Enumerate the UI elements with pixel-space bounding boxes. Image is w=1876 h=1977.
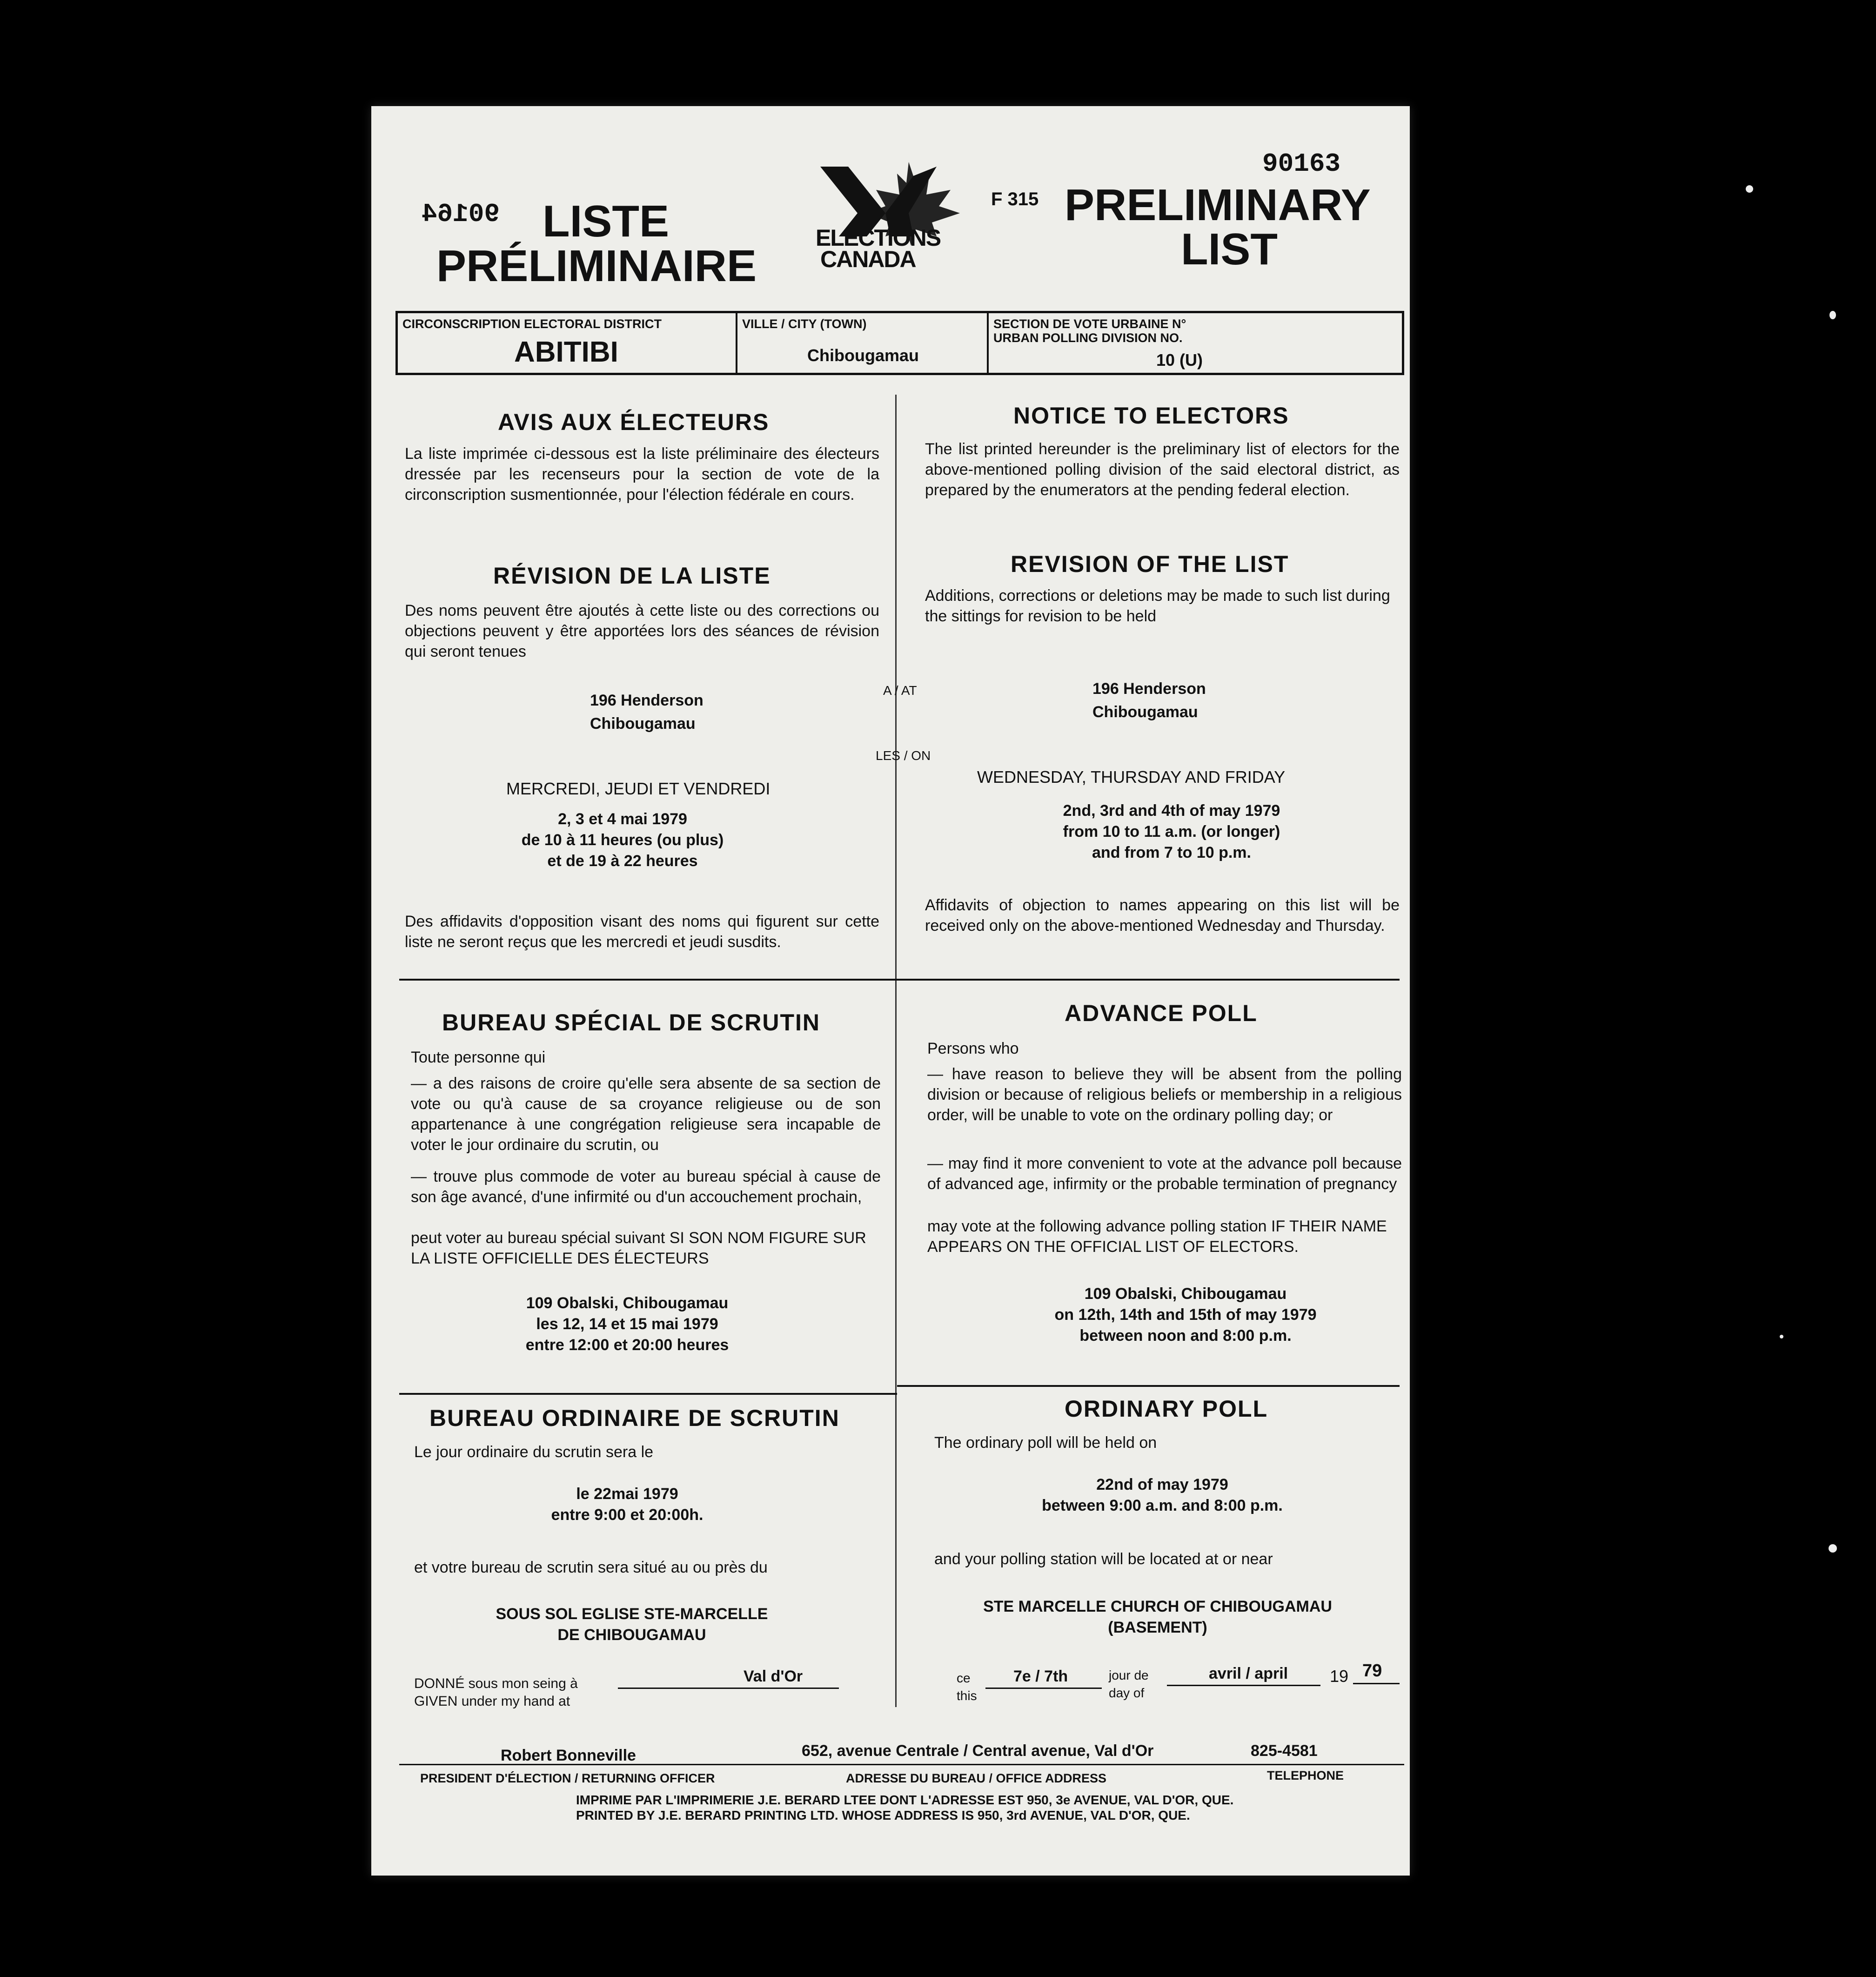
- ordinary-hours-fr: entre 9:00 et 20:00h.: [551, 1506, 704, 1524]
- mirrored-serial-number: 90164: [422, 199, 500, 229]
- notice-title-fr: AVIS AUX ÉLECTEURS: [498, 409, 770, 435]
- revision-address-en-line2: Chibougamau: [1092, 703, 1198, 721]
- revision-hours-fr-2: et de 19 à 22 heures: [547, 852, 698, 870]
- month-line: [1167, 1685, 1320, 1686]
- ordinary-title-en: ORDINARY POLL: [1065, 1396, 1268, 1422]
- place-line: [618, 1688, 839, 1689]
- district-header-box: [395, 311, 1404, 375]
- ordinary-hours-en: between 9:00 a.m. and 8:00 p.m.: [1042, 1497, 1283, 1514]
- ordinary-location-intro-fr: et votre bureau de scrutin sera situé au ou près du: [414, 1559, 768, 1576]
- advance-hours-en: between noon and 8:00 p.m.: [1079, 1327, 1292, 1345]
- affidavit-text-fr: Des affidavits d'opposition visant des noms qui figurent sur cette liste ne seront reçus que les mercredi et jeudi susdits.: [405, 913, 879, 951]
- jour-de-label: jour de: [1109, 1668, 1149, 1682]
- revision-title-en: REVISION OF THE LIST: [1011, 551, 1289, 577]
- a-at-label: A / AT: [883, 683, 917, 698]
- revision-text-en: Additions, corrections or deletions may be made to such list during the sittings for revision to be held: [925, 587, 1390, 625]
- advance-intro-fr: Toute personne qui: [411, 1049, 546, 1066]
- revision-hours-en-2: and from 7 to 10 p.m.: [1092, 844, 1251, 861]
- division-value: 10 (U): [1156, 350, 1203, 370]
- revision-days-en: WEDNESDAY, THURSDAY AND FRIDAY: [977, 767, 1286, 787]
- revision-dates-fr: 2, 3 et 4 mai 1979: [558, 810, 687, 828]
- day-of-label: day of: [1109, 1686, 1145, 1700]
- notice-title-en: NOTICE TO ELECTORS: [1013, 403, 1289, 429]
- elections-canada-logo: [816, 157, 965, 272]
- office-address-label: ADRESSE DU BUREAU / OFFICE ADDRESS: [846, 1771, 1107, 1785]
- officer-name: Robert Bonneville: [501, 1747, 636, 1764]
- division-cell: [989, 313, 1404, 373]
- logo-text-elections: ELECTIONS: [816, 225, 941, 251]
- advance-closing-en: may vote at the following advance polling station IF THEIR NAME APPEARS ON THE OFFICIAL LIST OF ELECTORS.: [927, 1217, 1387, 1256]
- advance-item2-en: — may find it more convenient to vote at the advance poll because of advanced age, infirmity or the probable termination of pregnancy: [927, 1155, 1402, 1193]
- city-label: VILLE / CITY (TOWN): [742, 317, 867, 331]
- speck: [1829, 311, 1836, 319]
- day-line: [985, 1688, 1102, 1689]
- revision-hours-en-1: from 10 to 11 a.m. (or longer): [1063, 823, 1280, 841]
- advance-address-fr: 109 Obalski, Chibougamau: [526, 1294, 729, 1312]
- advance-item1-fr: — a des raisons de croire qu'elle sera absente de sa section de vote ou qu'à cause de sa croyance religieuse ou de son appartenance à une congrégation religieuse sera incapable de voter le jour ordinaire du scrutin, ou: [411, 1075, 881, 1154]
- election-notice-document: [371, 106, 1410, 1876]
- speck: [1780, 1335, 1783, 1338]
- year-suffix: 79: [1362, 1661, 1382, 1681]
- title-fr-line2: PRÉLIMINAIRE: [436, 241, 757, 291]
- column-divider: [895, 395, 897, 1707]
- advance-intro-en: Persons who: [927, 1040, 1019, 1057]
- section-divider-1: [399, 979, 1400, 981]
- city-value: Chibougamau: [807, 346, 919, 365]
- serial-number: 90163: [1262, 149, 1341, 179]
- advance-dates-en: on 12th, 14th and 15th of may 1979: [1054, 1306, 1317, 1324]
- form-code: F 315: [991, 189, 1039, 209]
- division-label-en: URBAN POLLING DIVISION NO.: [993, 331, 1183, 345]
- revision-title-fr: RÉVISION DE LA LISTE: [493, 563, 771, 589]
- advance-item2-fr: — trouve plus commode de voter au bureau spécial à cause de son âge avancé, d'une infirmité ou d'un accouchement prochain,: [411, 1168, 881, 1206]
- ordinary-location-en-1: STE MARCELLE CHURCH OF CHIBOUGAMAU: [983, 1598, 1332, 1615]
- year-prefix: 19: [1330, 1667, 1349, 1686]
- affidavit-text-en: Affidavits of objection to names appearing on this list will be received only on the above-mentioned Wednesday and Thursday.: [925, 896, 1400, 935]
- printer-line-fr: IMPRIME PAR L'IMPRIMERIE J.E. BERARD LTEE DONT L'ADRESSE EST 950, 3e AVENUE, VAL D'OR, QUE.: [576, 1793, 1234, 1807]
- city-cell: [737, 313, 989, 373]
- printer-line-en: PRINTED BY J.E. BERARD PRINTING LTD. WHOSE ADDRESS IS 950, 3rd AVENUE, VAL D'OR, QUE.: [576, 1808, 1190, 1822]
- advance-hours-fr: entre 12:00 et 20:00 heures: [525, 1336, 729, 1354]
- revision-hours-fr-1: de 10 à 11 heures (ou plus): [521, 831, 724, 849]
- advance-dates-fr: les 12, 14 et 15 mai 1979: [536, 1315, 718, 1333]
- office-address: 652, avenue Centrale / Central avenue, Val d'Or: [802, 1742, 1154, 1760]
- logo-text-canada: CANADA: [820, 246, 916, 272]
- revision-days-fr: MERCREDI, JEUDI ET VENDREDI: [506, 779, 770, 798]
- officer-title-label: PRESIDENT D'ÉLECTION / RETURNING OFFICER: [420, 1771, 715, 1785]
- title-en-line1: PRELIMINARY: [1065, 180, 1371, 230]
- district-value: ABITIBI: [514, 336, 618, 368]
- notice-text-en: The list printed hereunder is the preliminary list of electors for the above-mentioned polling division of the said electoral district, as prepared by the enumerators at the pending federal election.: [925, 440, 1400, 499]
- ordinary-date-fr: le 22mai 1979: [576, 1485, 678, 1503]
- ordinary-intro-en: The ordinary poll will be held on: [934, 1434, 1157, 1452]
- revision-address-fr-line2: Chibougamau: [590, 715, 696, 733]
- title-fr-line1: LISTE: [543, 196, 670, 246]
- notice-text-fr: La liste imprimée ci-dessous est la liste préliminaire des électeurs dressée par les recenseurs pour la section de vote de la circonscription susmentionnée, pour l'élection fédérale en cours.: [405, 445, 879, 504]
- ordinary-location-intro-en: and your polling station will be located at or near: [934, 1550, 1273, 1568]
- speck: [1829, 1544, 1837, 1553]
- section-divider-2-right: [897, 1385, 1400, 1387]
- ce-label: ce: [957, 1671, 971, 1685]
- revision-text-fr: Des noms peuvent être ajoutés à cette liste ou des corrections ou objections peuvent y être apportées lors des séances de révision qui seront tenues: [405, 602, 879, 660]
- district-label: CIRCONSCRIPTION ELECTORAL DISTRICT: [402, 317, 662, 331]
- ordinary-location-fr-2: DE CHIBOUGAMAU: [557, 1626, 706, 1644]
- signed-month: avril / april: [1209, 1665, 1288, 1682]
- district-cell: [398, 313, 737, 373]
- ordinary-intro-fr: Le jour ordinaire du scrutin sera le: [414, 1443, 654, 1461]
- advance-title-en: ADVANCE POLL: [1065, 1000, 1258, 1026]
- this-label: this: [957, 1688, 977, 1703]
- les-on-label: LES / ON: [876, 748, 931, 763]
- revision-address-fr-line1: 196 Henderson: [590, 692, 704, 709]
- speck: [1746, 185, 1753, 193]
- given-label-en: GIVEN under my hand at: [414, 1694, 570, 1709]
- revision-dates-en: 2nd, 3rd and 4th of may 1979: [1063, 802, 1280, 820]
- telephone-label: TELEPHONE: [1267, 1769, 1344, 1782]
- title-en-line2: LIST: [1181, 224, 1278, 274]
- ordinary-location-fr-1: SOUS SOL EGLISE STE-MARCELLE: [496, 1605, 768, 1623]
- ordinary-location-en-2: (BASEMENT): [1108, 1619, 1207, 1636]
- revision-address-en-line1: 196 Henderson: [1092, 680, 1206, 698]
- advance-closing-fr: peut voter au bureau spécial suivant SI SON NOM FIGURE SUR LA LISTE OFFICIELLE DES ÉLECTEURS: [411, 1229, 866, 1267]
- year-line: [1353, 1683, 1400, 1684]
- phone-number: 825-4581: [1251, 1742, 1318, 1760]
- advance-address-en: 109 Obalski, Chibougamau: [1084, 1285, 1287, 1303]
- advance-item1-en: — have reason to believe they will be absent from the polling division or because of religious beliefs or membership in a religious order, will be unable to vote on the ordinary polling day; or: [927, 1065, 1402, 1124]
- ordinary-title-fr: BUREAU ORDINAIRE DE SCRUTIN: [429, 1405, 840, 1431]
- signed-place: Val d'Or: [744, 1668, 803, 1685]
- ordinary-date-en: 22nd of may 1979: [1096, 1476, 1228, 1493]
- section-divider-2-left: [399, 1393, 897, 1395]
- advance-title-fr: BUREAU SPÉCIAL DE SCRUTIN: [442, 1009, 821, 1036]
- signed-day: 7e / 7th: [1013, 1668, 1068, 1685]
- division-label-fr: SECTION DE VOTE URBAINE N°: [993, 317, 1186, 331]
- given-label-fr: DONNÉ sous mon seing à: [414, 1676, 578, 1691]
